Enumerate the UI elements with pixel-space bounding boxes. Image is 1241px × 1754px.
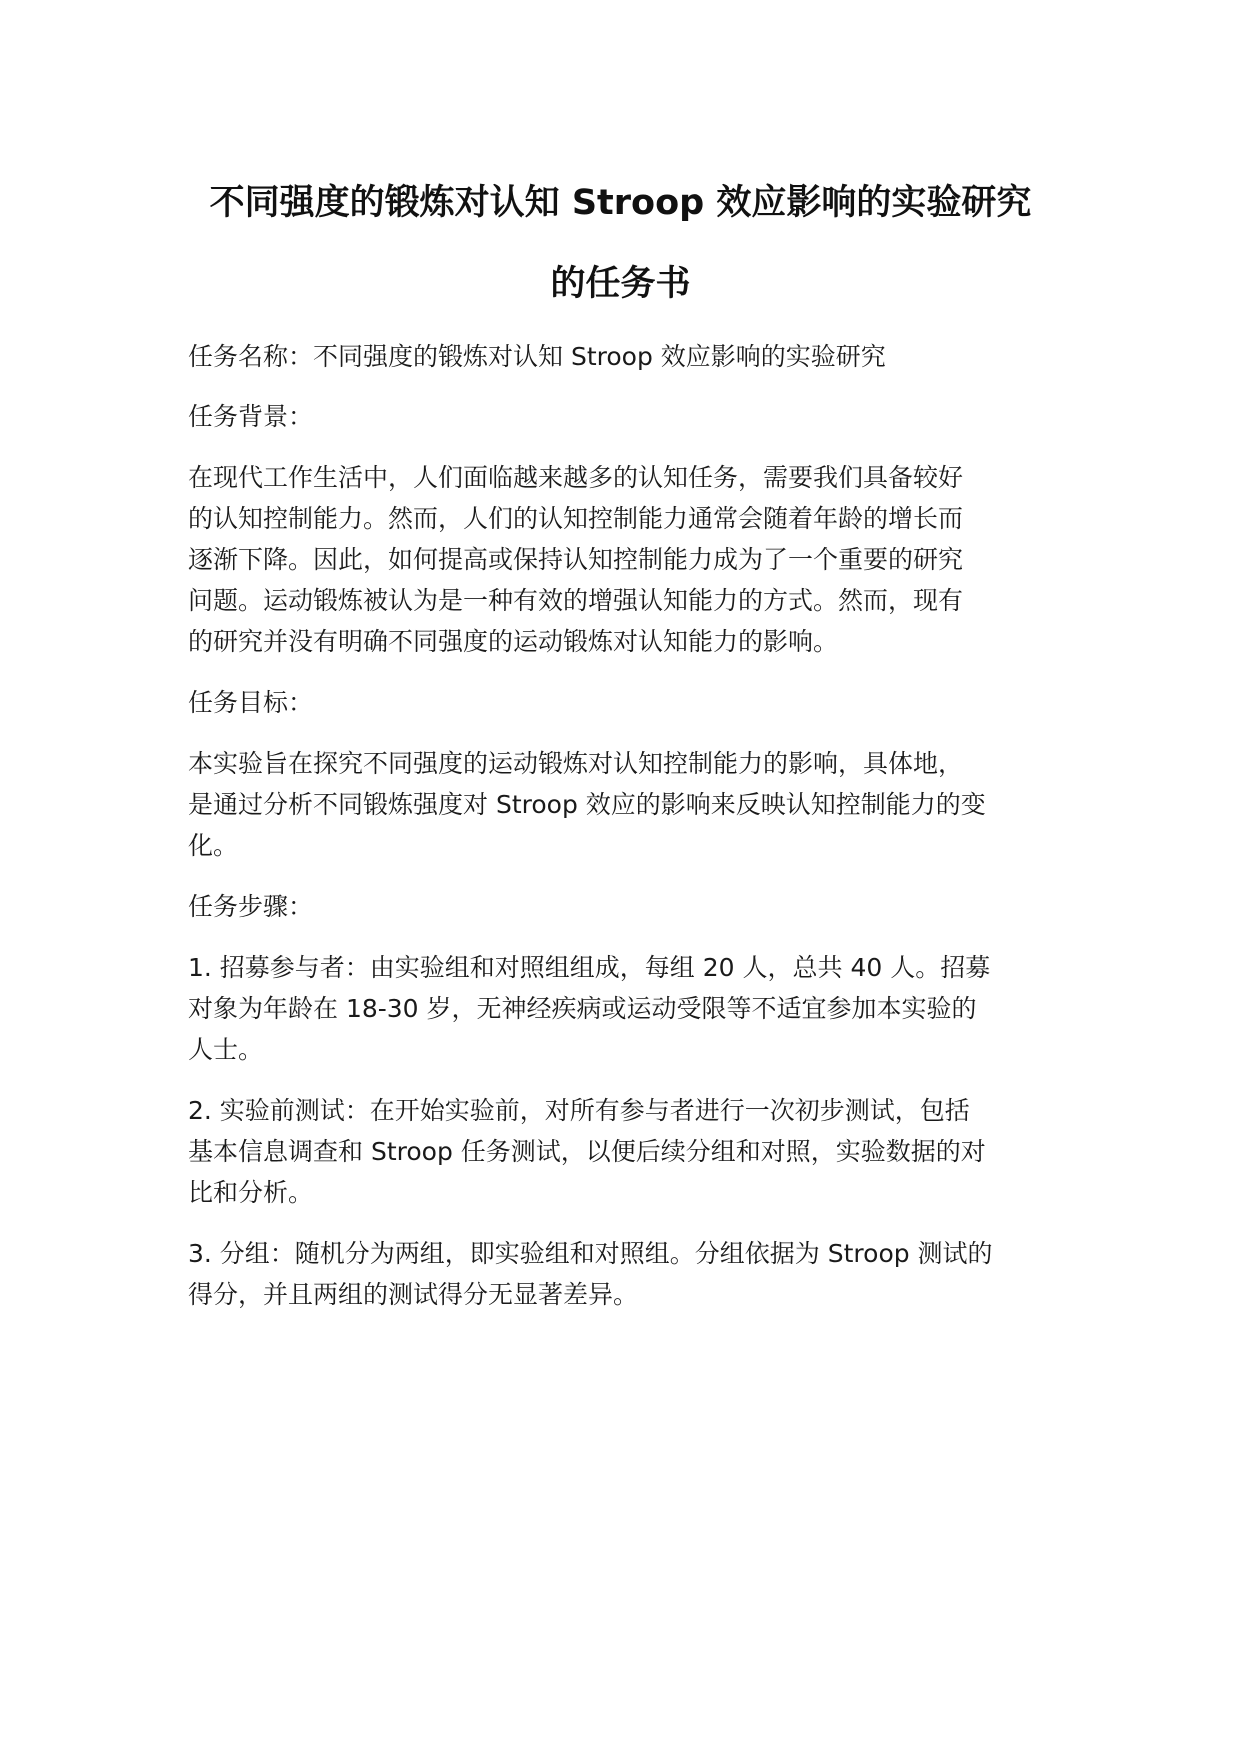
- goal-heading: 任务目标：: [188, 688, 314, 717]
- background-paragraph-line: 逐渐下降。因此，如何提高或保持认知控制能力成为了一个重要的研究: [188, 545, 964, 574]
- document-title-line1: 不同强度的锻炼对认知 Stroop 效应影响的实验研究: [209, 183, 1032, 223]
- background-paragraph-line: 问题。运动锻炼被认为是一种有效的增强认知能力的方式。然而，现有: [188, 586, 964, 615]
- background-paragraph-line: 在现代工作生活中，人们面临越来越多的认知任务，需要我们具备较好: [188, 463, 964, 492]
- background-paragraph-line: 的认知控制能力。然而，人们的认知控制能力通常会随着年龄的增长而: [188, 504, 964, 533]
- task-name: 任务名称：不同强度的锻炼对认知 Stroop 效应影响的实验研究: [188, 342, 886, 371]
- step2-line: 2. 实验前测试：在开始实验前，对所有参与者进行一次初步测试，包括: [188, 1096, 970, 1125]
- step1-line: 人士。: [188, 1035, 264, 1064]
- step3-line: 得分，并且两组的测试得分无显著差异。: [188, 1280, 639, 1309]
- step1-line: 对象为年龄在 18-30 岁，无神经疾病或运动受限等不适宜参加本实验的: [188, 994, 977, 1023]
- goal-paragraph-line: 本实验旨在探究不同强度的运动锻炼对认知控制能力的影响，具体地，: [188, 749, 964, 778]
- steps-heading: 任务步骤：: [188, 892, 314, 921]
- background-paragraph-line: 的研究并没有明确不同强度的运动锻炼对认知能力的影响。: [188, 627, 839, 656]
- goal-paragraph-line: 是通过分析不同锻炼强度对 Stroop 效应的影响来反映认知控制能力的变: [188, 790, 986, 819]
- step2-line: 基本信息调查和 Stroop 任务测试，以便后续分组和对照，实验数据的对: [188, 1137, 986, 1166]
- document-title-line2: 的任务书: [550, 264, 691, 304]
- step3-line: 3. 分组：随机分为两组，即实验组和对照组。分组依据为 Stroop 测试的: [188, 1239, 993, 1268]
- goal-paragraph-line: 化。: [188, 831, 239, 860]
- background-heading: 任务背景：: [188, 402, 314, 431]
- step2-line: 比和分析。: [188, 1178, 314, 1207]
- step1-line: 1. 招募参与者：由实验组和对照组组成，每组 20 人，总共 40 人。招募: [188, 953, 991, 982]
